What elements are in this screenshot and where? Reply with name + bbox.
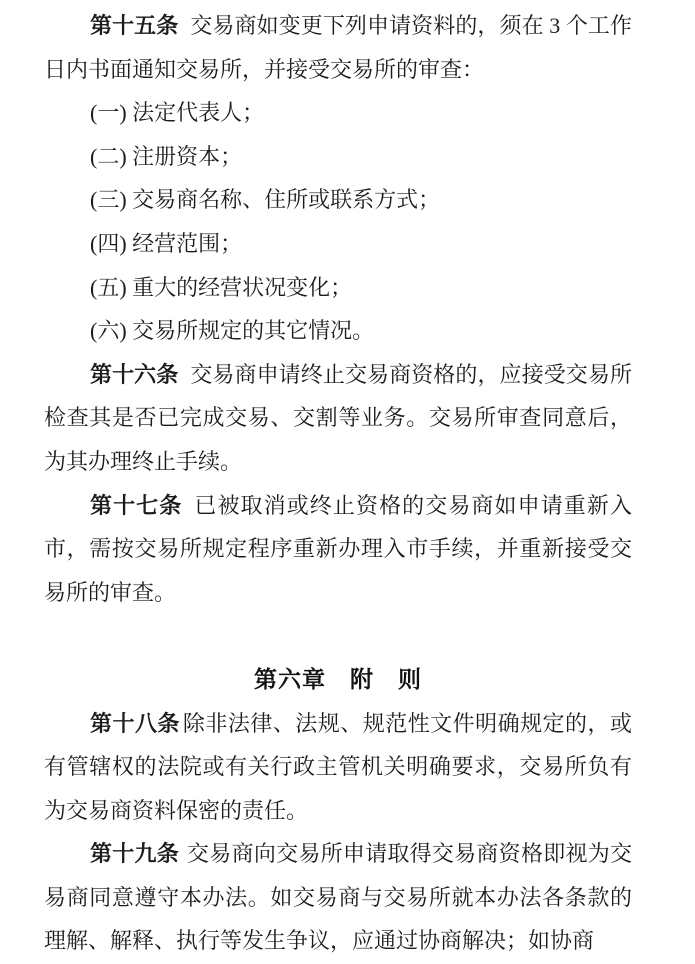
list-item-1: (一) 法定代表人； (90, 100, 265, 126)
article-19-paragraph (44, 832, 632, 963)
article-16-text: 交易商申请终止交易商资格的，应接受交易所检查其是否已完成交易、交割等业务。交易所审查同意后，为其办理终止手续。 (44, 361, 632, 474)
article-19-text: 交易商向交易所申请取得交易商资格即视为交易商同意遵守本办法。如交易商与交易所就本办法各条款的理解、解释、执行等发生争议，应通过协商解决；如协商 (44, 841, 632, 954)
list-item-6: (六) 交易所规定的其它情况。 (90, 318, 375, 344)
article-15-text: 交易商如变更下列申请资料的，须在 3 个工作日内书面通知交易所，并接受交易所的审查： (44, 13, 632, 82)
article-15-number: 第十五条 (90, 13, 179, 38)
article-18-text: 除非法律、法规、规范性文件明确规定的，或有管辖权的法院或有关行政主管机关明确要求，交易所负有为交易商资料保密的责任。 (44, 710, 632, 823)
article-15-paragraph (44, 4, 632, 91)
list-item-4: (四) 经营范围； (90, 230, 243, 256)
article-18-number: 第十八条 (90, 710, 180, 736)
article-16-number: 第十六条 (90, 361, 179, 387)
chapter-6-heading: 第六章 附 则 (254, 665, 422, 692)
list-item-3: (三) 交易商名称、住所或联系方式； (90, 187, 441, 213)
article-16-paragraph (44, 353, 632, 484)
list-item-5: (五) 重大的经营状况变化； (90, 274, 353, 300)
article-19-number: 第十九条 (90, 841, 180, 867)
article-18-paragraph (44, 702, 632, 833)
article-17-text: 已被取消或终止资格的交易商如申请重新入市，需按交易所规定程序重新办理入市手续，并重新接受交易所的审查。 (44, 492, 632, 605)
list-item-2: (二) 注册资本； (90, 143, 243, 169)
article-17-paragraph (44, 484, 632, 615)
article-17-number: 第十七条 (90, 492, 183, 518)
